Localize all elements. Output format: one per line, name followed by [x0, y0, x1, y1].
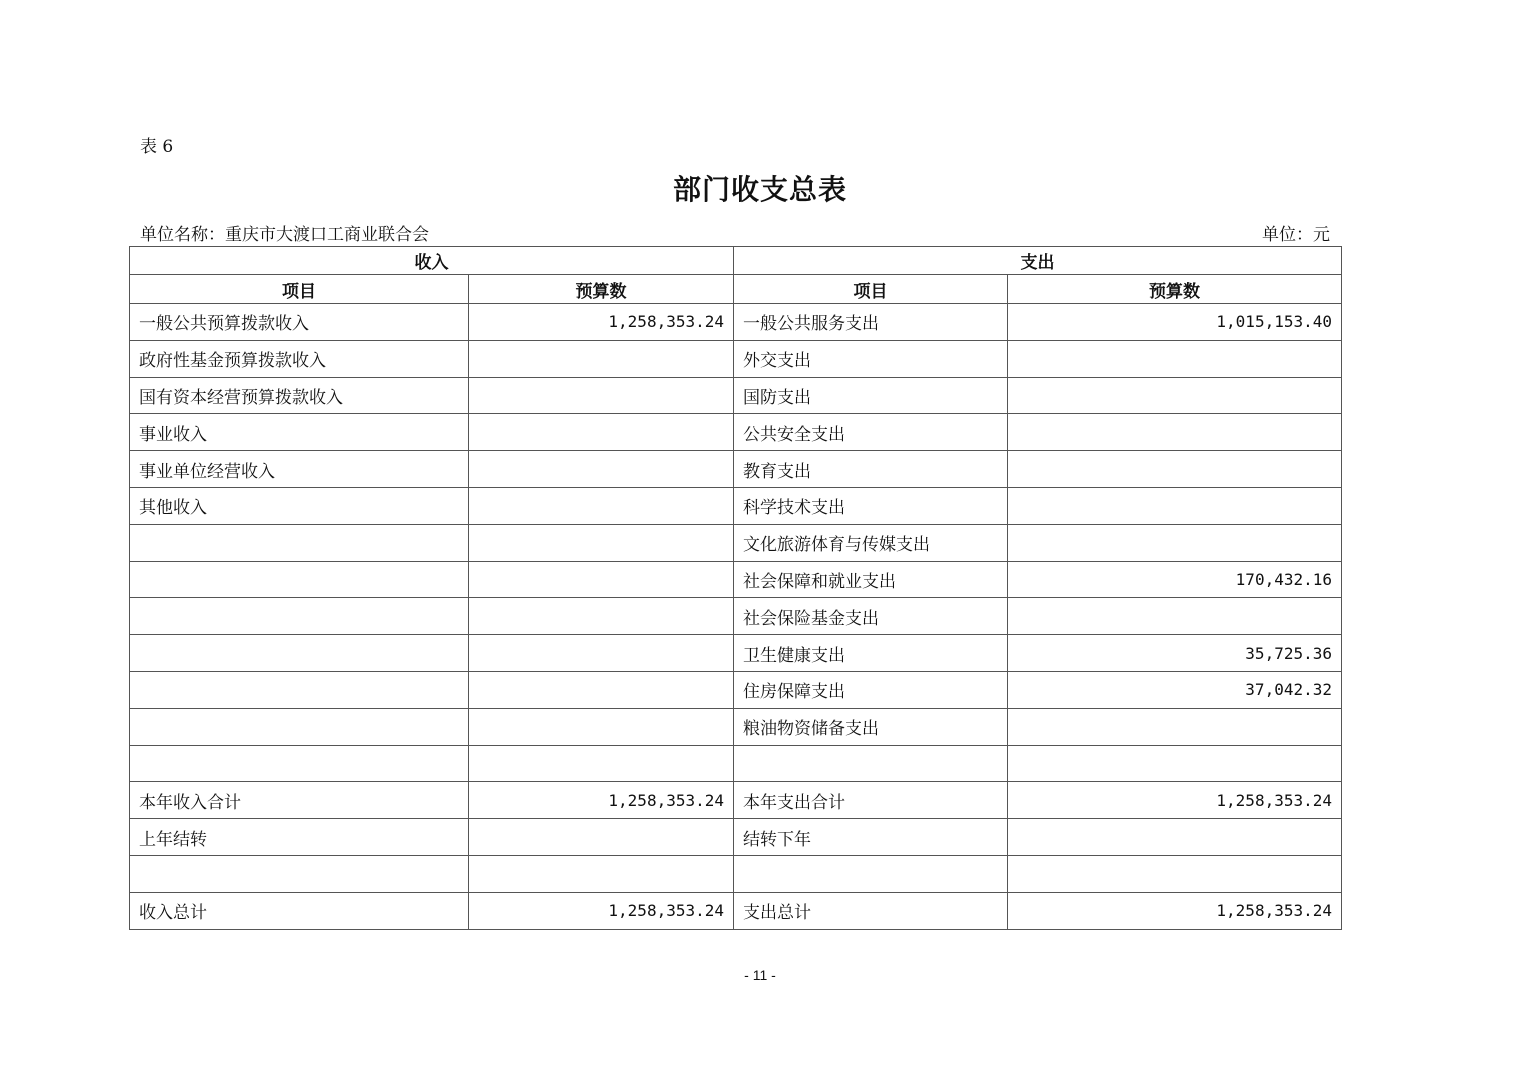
page-title: 部门收支总表: [672, 173, 847, 206]
income-item-cell: [130, 635, 469, 672]
table-group-header-row: [130, 247, 1342, 275]
income-item-cell: 其他收入: [130, 487, 469, 524]
income-amount-cell: [469, 598, 734, 635]
budget-table: [129, 246, 1342, 930]
expense-amount-cell: 35,725.36: [1008, 635, 1342, 672]
income-amount-cell: [469, 708, 734, 745]
unit-name-label: 单位名称：重庆市大渡口工商业联合会: [140, 225, 429, 245]
table-row: [130, 745, 1342, 782]
table-row: [130, 377, 1342, 414]
income-amount-cell: [469, 561, 734, 598]
income-item-cell: [130, 708, 469, 745]
column-header-expense-amount: 预算数: [1008, 275, 1342, 304]
income-item-cell: [130, 745, 469, 782]
income-amount-cell: [469, 671, 734, 708]
expense-item-cell: 本年支出合计: [734, 782, 1008, 819]
expense-amount-cell: 1,258,353.24: [1008, 782, 1342, 819]
expense-item-cell: 社会保障和就业支出: [734, 561, 1008, 598]
expense-amount-cell: [1008, 524, 1342, 561]
income-item-cell: [130, 855, 469, 892]
expense-amount-cell: [1008, 855, 1342, 892]
income-item-cell: 政府性基金预算拨款收入: [130, 340, 469, 377]
table-row: [130, 451, 1342, 488]
column-header-expense-item: 项目: [734, 275, 1008, 304]
expense-item-cell: 文化旅游体育与传媒支出: [734, 524, 1008, 561]
income-item-cell: 国有资本经营预算拨款收入: [130, 377, 469, 414]
expense-item-cell: [734, 745, 1008, 782]
column-header-income-amount: 预算数: [469, 275, 734, 304]
income-amount-cell: [469, 524, 734, 561]
expense-amount-cell: [1008, 487, 1342, 524]
table-row: [130, 892, 1342, 929]
table-row: [130, 782, 1342, 819]
income-amount-cell: [469, 377, 734, 414]
column-header-income-item: 项目: [130, 275, 469, 304]
expense-item-cell: 粮油物资储备支出: [734, 708, 1008, 745]
income-amount-cell: 1,258,353.24: [469, 892, 734, 929]
table-row: [130, 524, 1342, 561]
expense-amount-cell: 1,015,153.40: [1008, 304, 1342, 341]
income-amount-cell: [469, 414, 734, 451]
income-amount-cell: 1,258,353.24: [469, 304, 734, 341]
table-number: 表 6: [140, 137, 174, 157]
expense-item-cell: 卫生健康支出: [734, 635, 1008, 672]
table-row: [130, 708, 1342, 745]
expense-item-cell: 一般公共服务支出: [734, 304, 1008, 341]
currency-unit-label: 单位：元: [1262, 225, 1330, 245]
expense-amount-cell: [1008, 451, 1342, 488]
expense-item-cell: 科学技术支出: [734, 487, 1008, 524]
income-amount-cell: [469, 340, 734, 377]
expense-item-cell: [734, 855, 1008, 892]
income-item-cell: 上年结转: [130, 819, 469, 856]
expense-header: 支出: [734, 247, 1342, 275]
expense-item-cell: 教育支出: [734, 451, 1008, 488]
table-row: [130, 487, 1342, 524]
expense-item-cell: 外交支出: [734, 340, 1008, 377]
income-amount-cell: 1,258,353.24: [469, 782, 734, 819]
expense-amount-cell: [1008, 819, 1342, 856]
page-number: - 11 -: [744, 967, 776, 983]
table-column-header-row: [130, 275, 1342, 304]
table-row: [130, 671, 1342, 708]
income-item-cell: 事业收入: [130, 414, 469, 451]
expense-amount-cell: 1,258,353.24: [1008, 892, 1342, 929]
table-row: [130, 340, 1342, 377]
expense-amount-cell: [1008, 340, 1342, 377]
table-row: [130, 561, 1342, 598]
income-amount-cell: [469, 487, 734, 524]
income-item-cell: [130, 598, 469, 635]
expense-item-cell: 国防支出: [734, 377, 1008, 414]
table-body: [130, 304, 1342, 930]
expense-item-cell: 公共安全支出: [734, 414, 1008, 451]
expense-item-cell: 社会保险基金支出: [734, 598, 1008, 635]
expense-amount-cell: [1008, 598, 1342, 635]
table-row: [130, 635, 1342, 672]
income-item-cell: 收入总计: [130, 892, 469, 929]
expense-amount-cell: [1008, 377, 1342, 414]
table-row: [130, 598, 1342, 635]
income-item-cell: 事业单位经营收入: [130, 451, 469, 488]
income-amount-cell: [469, 819, 734, 856]
income-item-cell: [130, 561, 469, 598]
income-amount-cell: [469, 451, 734, 488]
expense-item-cell: 结转下年: [734, 819, 1008, 856]
income-amount-cell: [469, 745, 734, 782]
expense-amount-cell: [1008, 745, 1342, 782]
income-header: 收入: [130, 247, 734, 275]
expense-amount-cell: [1008, 414, 1342, 451]
expense-item-cell: 支出总计: [734, 892, 1008, 929]
income-item-cell: 本年收入合计: [130, 782, 469, 819]
expense-amount-cell: [1008, 708, 1342, 745]
expense-amount-cell: 37,042.32: [1008, 671, 1342, 708]
table-row: [130, 855, 1342, 892]
table-row: [130, 819, 1342, 856]
table-row: [130, 304, 1342, 341]
income-amount-cell: [469, 635, 734, 672]
expense-amount-cell: 170,432.16: [1008, 561, 1342, 598]
income-amount-cell: [469, 855, 734, 892]
income-item-cell: [130, 524, 469, 561]
income-item-cell: 一般公共预算拨款收入: [130, 304, 469, 341]
income-item-cell: [130, 671, 469, 708]
table-row: [130, 414, 1342, 451]
expense-item-cell: 住房保障支出: [734, 671, 1008, 708]
